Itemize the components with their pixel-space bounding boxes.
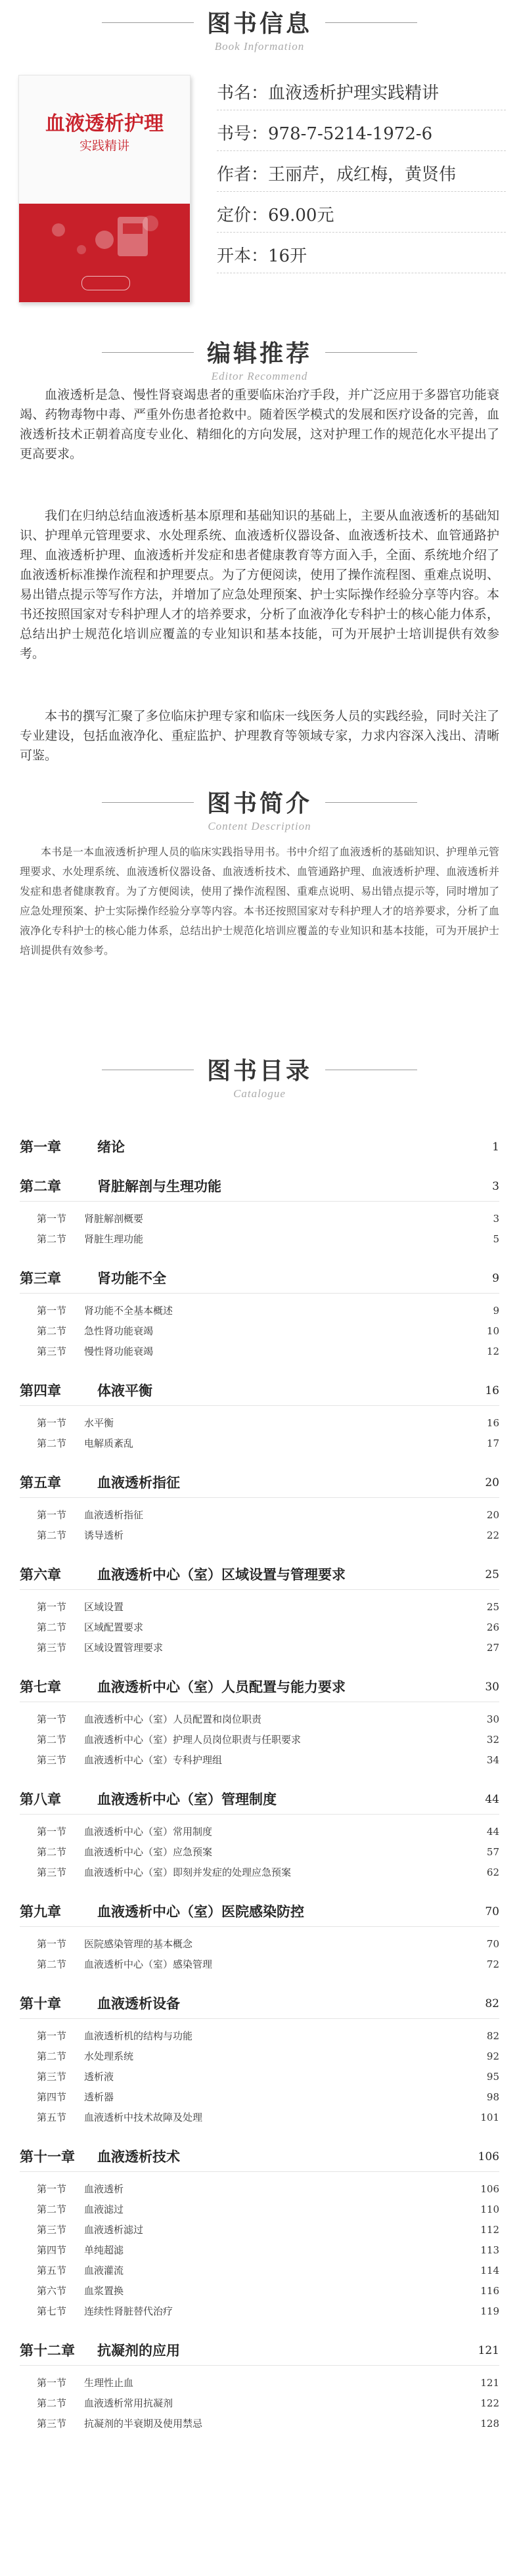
toc-section-row bbox=[37, 2284, 499, 2298]
book-cover-image bbox=[18, 75, 191, 303]
toc-page-number: 72 bbox=[486, 1958, 499, 1970]
toc-section-row bbox=[37, 1528, 499, 1543]
book-info-title bbox=[207, 5, 312, 39]
toc-section-number: 第三节 bbox=[37, 1754, 67, 1766]
toc-page-number: 22 bbox=[486, 1529, 499, 1541]
toc-page-number: 16 bbox=[485, 1384, 499, 1397]
toc-page-number: 116 bbox=[480, 2285, 499, 2297]
toc-section-title: 肾脏解剖概要 bbox=[84, 1213, 144, 1225]
divider bbox=[20, 2365, 499, 2366]
toc-section-number: 第一节 bbox=[37, 2377, 67, 2389]
toc-page-number: 1 bbox=[492, 1141, 499, 1154]
toc-chapter-number: 第二章 bbox=[20, 1179, 61, 1194]
toc-section-row bbox=[37, 1436, 499, 1451]
toc-section-number: 第三节 bbox=[37, 2418, 67, 2429]
info-row-price: 定价：69.00元 bbox=[217, 201, 506, 233]
toc-section-row bbox=[37, 1344, 499, 1359]
toc-section-row bbox=[37, 1211, 499, 1226]
divider bbox=[20, 2018, 499, 2019]
toc-page-number: 95 bbox=[486, 2071, 499, 2083]
toc-chapter-number: 第六章 bbox=[20, 1567, 61, 1583]
toc-chapter-title: 肾功能不全 bbox=[97, 1271, 166, 1286]
divider bbox=[325, 352, 417, 353]
catalogue-header bbox=[0, 1052, 519, 1100]
toc-page-number: 122 bbox=[480, 2397, 499, 2409]
toc-section-row bbox=[37, 2416, 499, 2431]
toc-section-row bbox=[37, 2263, 499, 2278]
toc-section-title: 连续性肾脏替代治疗 bbox=[84, 2305, 173, 2317]
toc-section-title: 医院感染管理的基本概念 bbox=[84, 1938, 193, 1950]
toc-chapter-title: 血液透析中心（室）区域设置与管理要求 bbox=[97, 1567, 346, 1583]
toc-section-title: 血液透析中心（室）即刻并发症的处理应急预案 bbox=[84, 1866, 292, 1878]
toc-chapter-row bbox=[20, 1138, 499, 1156]
toc-page-number: 30 bbox=[486, 1713, 499, 1725]
toc-chapter-title: 血液透析设备 bbox=[97, 1996, 180, 2012]
toc-page-number: 17 bbox=[486, 1437, 499, 1449]
divider bbox=[20, 1926, 499, 1927]
toc-section-row bbox=[37, 1640, 499, 1655]
editor-paragraph: 血液透析是急、慢性肾衰竭患者的重要临床治疗手段，并广泛应用于多器官功能衰竭、药物毒物中毒、严重外伤患者抢救中。随着医学模式的发展和医疗设备的完善，血液透析技术正朝着高度专业化、精细化的方向发展，这对护理工作的规范化水平提出了更高要求。 bbox=[20, 388, 499, 461]
toc-section-number: 第四节 bbox=[37, 2091, 67, 2103]
editor-subtitle: Editor Recommend bbox=[211, 370, 308, 382]
toc-section-title: 血液透析中心（室）专科护理组 bbox=[84, 1754, 223, 1766]
toc-chapter-number: 第十二章 bbox=[20, 2343, 75, 2359]
book-info-subtitle: Book Information bbox=[214, 40, 305, 53]
toc-section-number: 第二节 bbox=[37, 1325, 67, 1337]
toc-section-title: 电解质紊乱 bbox=[84, 1437, 134, 1449]
toc-section-title: 水处理系统 bbox=[84, 2050, 134, 2062]
toc-section-number: 第一节 bbox=[37, 1826, 67, 1838]
book-info-header bbox=[0, 5, 519, 53]
toc-section-title: 透析器 bbox=[84, 2091, 114, 2103]
toc-chapter-row bbox=[20, 1269, 499, 1288]
toc-chapter-title: 血液透析技术 bbox=[97, 2149, 180, 2165]
toc-chapter-title: 抗凝剂的应用 bbox=[97, 2343, 180, 2359]
toc-section-title: 水平衡 bbox=[84, 1417, 114, 1429]
info-row-title: 书名：血液透析护理实践精讲 bbox=[217, 79, 506, 110]
toc-page-number: 12 bbox=[486, 1345, 499, 1357]
toc-page-number: 34 bbox=[486, 1754, 499, 1766]
toc-section-row bbox=[37, 2069, 499, 2084]
toc-section-title: 血液透析常用抗凝剂 bbox=[84, 2397, 173, 2409]
toc-page-number: 119 bbox=[480, 2305, 499, 2317]
toc-section-row bbox=[37, 2376, 499, 2390]
toc-section-row bbox=[37, 1865, 499, 1880]
toc-section-row bbox=[37, 1957, 499, 1972]
toc-section-row bbox=[37, 2223, 499, 2237]
toc-section-title: 血液透析中心（室）人员配置和岗位职责 bbox=[84, 1713, 262, 1725]
toc-page-number: 128 bbox=[480, 2418, 499, 2429]
toc-chapter-row bbox=[20, 1566, 499, 1584]
toc-page-number: 98 bbox=[486, 2091, 499, 2103]
divider bbox=[20, 2171, 499, 2172]
toc-chapter-title: 绪论 bbox=[97, 1139, 125, 1155]
toc-section-number: 第二节 bbox=[37, 1958, 67, 1970]
divider bbox=[20, 1589, 499, 1590]
toc-section-row bbox=[37, 2049, 499, 2064]
editor-heading-text: 编辑推荐 bbox=[206, 340, 312, 367]
toc-page-number: 62 bbox=[486, 1866, 499, 1878]
publisher-logo bbox=[81, 276, 130, 290]
divider bbox=[20, 1814, 499, 1815]
toc-section-number: 第二节 bbox=[37, 1846, 67, 1858]
toc-page-number: 70 bbox=[486, 1938, 499, 1950]
toc-section-row bbox=[37, 1732, 499, 1747]
catalogue-heading-text: 图书目录 bbox=[206, 1058, 312, 1085]
toc-section-title: 区域设置管理要求 bbox=[84, 1642, 164, 1654]
toc-section-number: 第一节 bbox=[37, 1713, 67, 1725]
toc-section-number: 第三节 bbox=[37, 1866, 67, 1878]
catalogue-subtitle: Catalogue bbox=[233, 1087, 286, 1100]
toc-section-title: 区域配置要求 bbox=[84, 1621, 144, 1633]
toc-page-number: 10 bbox=[486, 1325, 499, 1337]
toc-chapter-row bbox=[20, 2148, 499, 2166]
toc-section-number: 第三节 bbox=[37, 1642, 67, 1654]
toc-section-row bbox=[37, 2243, 499, 2257]
toc-section-row bbox=[37, 1712, 499, 1727]
toc-section-number: 第二节 bbox=[37, 1529, 67, 1541]
editor-paragraph: 我们在归纳总结血液透析基本原理和基础知识的基础上，主要从血液透析的基础知识、护理单元管理要求、水处理系统、血液透析仪器设备、血液透析技术、血管通路护理、血液透析护理、血液透析并发症和患者健康教育等方面入手，全面、系统地介绍了血液透析标准操作流程和护理要点。为了方便阅读，使用了操作流程图、重难点说明、易出错点提示等写作方法，并增加了应急处理预案、护士实际操作经验分享等内容。本书还按照国家对专科护理人才的培养要求，分析了血液净化专科护士的核心能力体系，总结出护士规范化培训应覆盖的专业知识和基本技能，可为开展护士培训提供有效参考。 bbox=[20, 508, 499, 661]
toc-section-title: 诱导透析 bbox=[84, 1529, 124, 1541]
divider bbox=[102, 22, 194, 23]
toc-section-row bbox=[37, 1508, 499, 1522]
divider bbox=[102, 802, 194, 803]
toc-section-number: 第七节 bbox=[37, 2305, 67, 2317]
toc-chapter-number: 第三章 bbox=[20, 1271, 61, 1286]
toc-page-number: 82 bbox=[486, 2030, 499, 2042]
toc-section-title: 血液透析 bbox=[84, 2183, 124, 2195]
toc-section-row bbox=[37, 1600, 499, 1614]
toc-page-number: 20 bbox=[486, 1509, 499, 1521]
toc-section-number: 第二节 bbox=[37, 1437, 67, 1449]
toc-page-number: 114 bbox=[480, 2265, 499, 2276]
divider bbox=[20, 1293, 499, 1294]
toc-section-row bbox=[37, 1824, 499, 1839]
toc-chapter-number: 第八章 bbox=[20, 1792, 61, 1807]
toc-chapter-number: 第九章 bbox=[20, 1904, 61, 1920]
divider bbox=[20, 1405, 499, 1406]
toc-page-number: 9 bbox=[493, 1305, 499, 1317]
toc-page-number: 32 bbox=[486, 1734, 499, 1746]
toc-section-number: 第一节 bbox=[37, 1509, 67, 1521]
toc-section-title: 血液透析机的结构与功能 bbox=[84, 2030, 193, 2042]
toc-section-title: 透析液 bbox=[84, 2071, 114, 2083]
toc-page-number: 121 bbox=[478, 2344, 499, 2357]
toc-page-number: 106 bbox=[480, 2183, 499, 2195]
toc-section-title: 血液透析指征 bbox=[84, 1509, 144, 1521]
toc-section-title: 慢性肾功能衰竭 bbox=[84, 1345, 154, 1357]
toc-section-number: 第三节 bbox=[37, 1345, 67, 1357]
toc-chapter-number: 第十章 bbox=[20, 1996, 61, 2012]
toc-section-row bbox=[37, 1416, 499, 1430]
toc-section-title: 肾功能不全基本概述 bbox=[84, 1305, 173, 1317]
toc-section-row bbox=[37, 1845, 499, 1859]
toc-section-number: 第一节 bbox=[37, 1305, 67, 1317]
toc-section-row bbox=[37, 2396, 499, 2410]
toc-section-row bbox=[37, 2202, 499, 2217]
cover-title: 血液透析护理 bbox=[45, 112, 164, 135]
toc-section-row bbox=[37, 1937, 499, 1951]
cover-subtitle: 实践精讲 bbox=[79, 139, 129, 153]
toc-section-title: 急性肾功能衰竭 bbox=[84, 1325, 154, 1337]
toc-section-number: 第一节 bbox=[37, 1938, 67, 1950]
toc-section-row bbox=[37, 2304, 499, 2318]
toc-chapter-row bbox=[20, 1995, 499, 2013]
toc-page-number: 25 bbox=[486, 1601, 499, 1613]
toc-section-title: 血液灌流 bbox=[84, 2265, 124, 2276]
toc-page-number: 101 bbox=[480, 2112, 499, 2123]
toc-section-title: 生理性止血 bbox=[84, 2377, 134, 2389]
toc-section-number: 第四节 bbox=[37, 2244, 67, 2256]
toc-section-number: 第一节 bbox=[37, 1601, 67, 1613]
description-header bbox=[0, 785, 519, 833]
toc-page-number: 92 bbox=[486, 2050, 499, 2062]
info-row-author: 作者：王丽芹，成红梅，黄贤伟 bbox=[217, 160, 506, 192]
toc-section-title: 血液透析中心（室）应急预案 bbox=[84, 1846, 213, 1858]
toc-chapter-row bbox=[20, 1903, 499, 1921]
toc-chapter-title: 血液透析指征 bbox=[97, 1475, 180, 1491]
toc-chapter-row bbox=[20, 2341, 499, 2360]
toc-section-title: 血液透析滤过 bbox=[84, 2224, 144, 2236]
toc-section-number: 第五节 bbox=[37, 2265, 67, 2276]
description-title bbox=[207, 785, 312, 819]
toc-chapter-title: 血液透析中心（室）人员配置与能力要求 bbox=[97, 1679, 346, 1695]
toc-page-number: 82 bbox=[485, 1997, 499, 2010]
toc-section-number: 第五节 bbox=[37, 2112, 67, 2123]
toc-section-number: 第一节 bbox=[37, 2183, 67, 2195]
description-text: 本书是一本血液透析护理人员的临床实践指导用书。书中介绍了血液透析的基础知识、护理单元管理要求、水处理系统、血液透析仪器设备、血液透析技术、血管通路护理、血液透析护理、血液透析并发症和患者健康教育。为了方便阅读，使用了操作流程图、重难点说明、易出错点提示等，同时增加了应急处理预案、护士实际操作经验分享等内容。本书还按照国家对专科护理人才的培养要求，分析了血液净化专科护士的核心能力体系，总结出护士规范化培训应覆盖的专业知识和基本技能，可为开展护士培训提供有效参考。 bbox=[20, 846, 499, 957]
divider bbox=[20, 1497, 499, 1498]
toc-page-number: 5 bbox=[493, 1233, 499, 1245]
toc-chapter-title: 血液透析中心（室）管理制度 bbox=[97, 1792, 277, 1807]
toc-chapter-number: 第十一章 bbox=[20, 2149, 75, 2165]
toc-section-title: 抗凝剂的半衰期及使用禁忌 bbox=[84, 2418, 203, 2429]
toc-page-number: 20 bbox=[485, 1476, 499, 1489]
toc-section-title: 血液滤过 bbox=[84, 2203, 124, 2215]
toc-section-row bbox=[37, 1620, 499, 1635]
info-row-format: 开本：16开 bbox=[217, 242, 506, 273]
toc-section-number: 第六节 bbox=[37, 2285, 67, 2297]
description-heading-text: 图书简介 bbox=[206, 790, 312, 817]
toc-page-number: 110 bbox=[480, 2203, 499, 2215]
toc-page-number: 44 bbox=[485, 1793, 499, 1806]
toc-section-title: 血液透析中心（室）常用制度 bbox=[84, 1826, 213, 1838]
toc-section-number: 第二节 bbox=[37, 2397, 67, 2409]
toc-section-number: 第三节 bbox=[37, 2071, 67, 2083]
toc-page-number: 44 bbox=[486, 1826, 499, 1838]
toc-section-row bbox=[37, 2029, 499, 2043]
toc-page-number: 25 bbox=[485, 1568, 499, 1581]
toc-section-number: 第二节 bbox=[37, 2203, 67, 2215]
divider bbox=[20, 1201, 499, 1202]
toc-chapter-row bbox=[20, 1382, 499, 1400]
toc-page-number: 121 bbox=[480, 2377, 499, 2389]
toc-section-title: 血液透析中心（室）护理人员岗位职责与任职要求 bbox=[84, 1734, 302, 1746]
editor-header bbox=[0, 335, 519, 383]
toc-chapter-title: 血液透析中心（室）医院感染防控 bbox=[97, 1904, 304, 1920]
toc-section-number: 第二节 bbox=[37, 1621, 67, 1633]
toc-chapter-title: 肾脏解剖与生理功能 bbox=[97, 1179, 221, 1194]
toc-section-row bbox=[37, 2182, 499, 2196]
toc-section-number: 第一节 bbox=[37, 1417, 67, 1429]
toc-page-number: 70 bbox=[485, 1905, 499, 1918]
toc-chapter-row bbox=[20, 1790, 499, 1809]
toc-section-number: 第二节 bbox=[37, 1233, 67, 1245]
toc-page-number: 3 bbox=[492, 1180, 499, 1193]
divider bbox=[102, 352, 194, 353]
toc-section-title: 血液透析中心（室）感染管理 bbox=[84, 1958, 213, 1970]
toc-page-number: 30 bbox=[485, 1681, 499, 1694]
toc-chapter-row bbox=[20, 1678, 499, 1696]
toc-section-title: 肾脏生理功能 bbox=[84, 1233, 144, 1245]
description-subtitle: Content Description bbox=[208, 820, 311, 832]
toc-page-number: 27 bbox=[486, 1642, 499, 1654]
toc-page-number: 3 bbox=[493, 1213, 499, 1225]
toc-section-number: 第二节 bbox=[37, 1734, 67, 1746]
toc-section-number: 第一节 bbox=[37, 1213, 67, 1225]
toc-section-row bbox=[37, 2110, 499, 2125]
toc-section-number: 第一节 bbox=[37, 2030, 67, 2042]
toc-page-number: 112 bbox=[480, 2224, 499, 2236]
toc-chapter-title: 体液平衡 bbox=[97, 1383, 152, 1399]
info-row-isbn: 书号：978-7-5214-1972-6 bbox=[217, 120, 506, 151]
toc-chapter-number: 第五章 bbox=[20, 1475, 61, 1491]
toc-section-title: 血浆置换 bbox=[84, 2285, 124, 2297]
toc-page-number: 9 bbox=[492, 1272, 499, 1285]
toc-chapter-row bbox=[20, 1474, 499, 1492]
toc-chapter-number: 第一章 bbox=[20, 1139, 61, 1155]
catalogue-title bbox=[207, 1052, 312, 1086]
editor-paragraph: 本书的撰写汇聚了多位临床护理专家和临床一线医务人员的实践经验，同时关注了专业建设，包括血液净化、重症监护、护理教育等领域专家，力求内容深入浅出、清晰可鉴。 bbox=[20, 709, 499, 763]
book-info-list bbox=[217, 79, 506, 282]
toc-section-row bbox=[37, 1324, 499, 1338]
divider bbox=[325, 802, 417, 803]
editor-title bbox=[207, 335, 312, 369]
toc-section-row bbox=[37, 1753, 499, 1767]
toc-section-number: 第三节 bbox=[37, 2224, 67, 2236]
toc-page-number: 26 bbox=[486, 1621, 499, 1633]
toc-chapter-number: 第七章 bbox=[20, 1679, 61, 1695]
toc-section-title: 区域设置 bbox=[84, 1601, 124, 1613]
toc-section-row bbox=[37, 2090, 499, 2104]
toc-section-title: 单纯超滤 bbox=[84, 2244, 124, 2256]
toc-section-title: 血液透析中技术故障及处理 bbox=[84, 2112, 203, 2123]
toc-section-number: 第二节 bbox=[37, 2050, 67, 2062]
book-info-heading-text: 图书信息 bbox=[206, 11, 312, 37]
toc-section-row bbox=[37, 1303, 499, 1318]
toc-chapter-row bbox=[20, 1177, 499, 1196]
toc-page-number: 113 bbox=[480, 2244, 499, 2256]
divider bbox=[325, 22, 417, 23]
toc-page-number: 16 bbox=[486, 1417, 499, 1429]
toc-page-number: 106 bbox=[478, 2150, 499, 2163]
toc-page-number: 57 bbox=[486, 1846, 499, 1858]
toc-section-row bbox=[37, 1232, 499, 1246]
toc-chapter-number: 第四章 bbox=[20, 1383, 61, 1399]
